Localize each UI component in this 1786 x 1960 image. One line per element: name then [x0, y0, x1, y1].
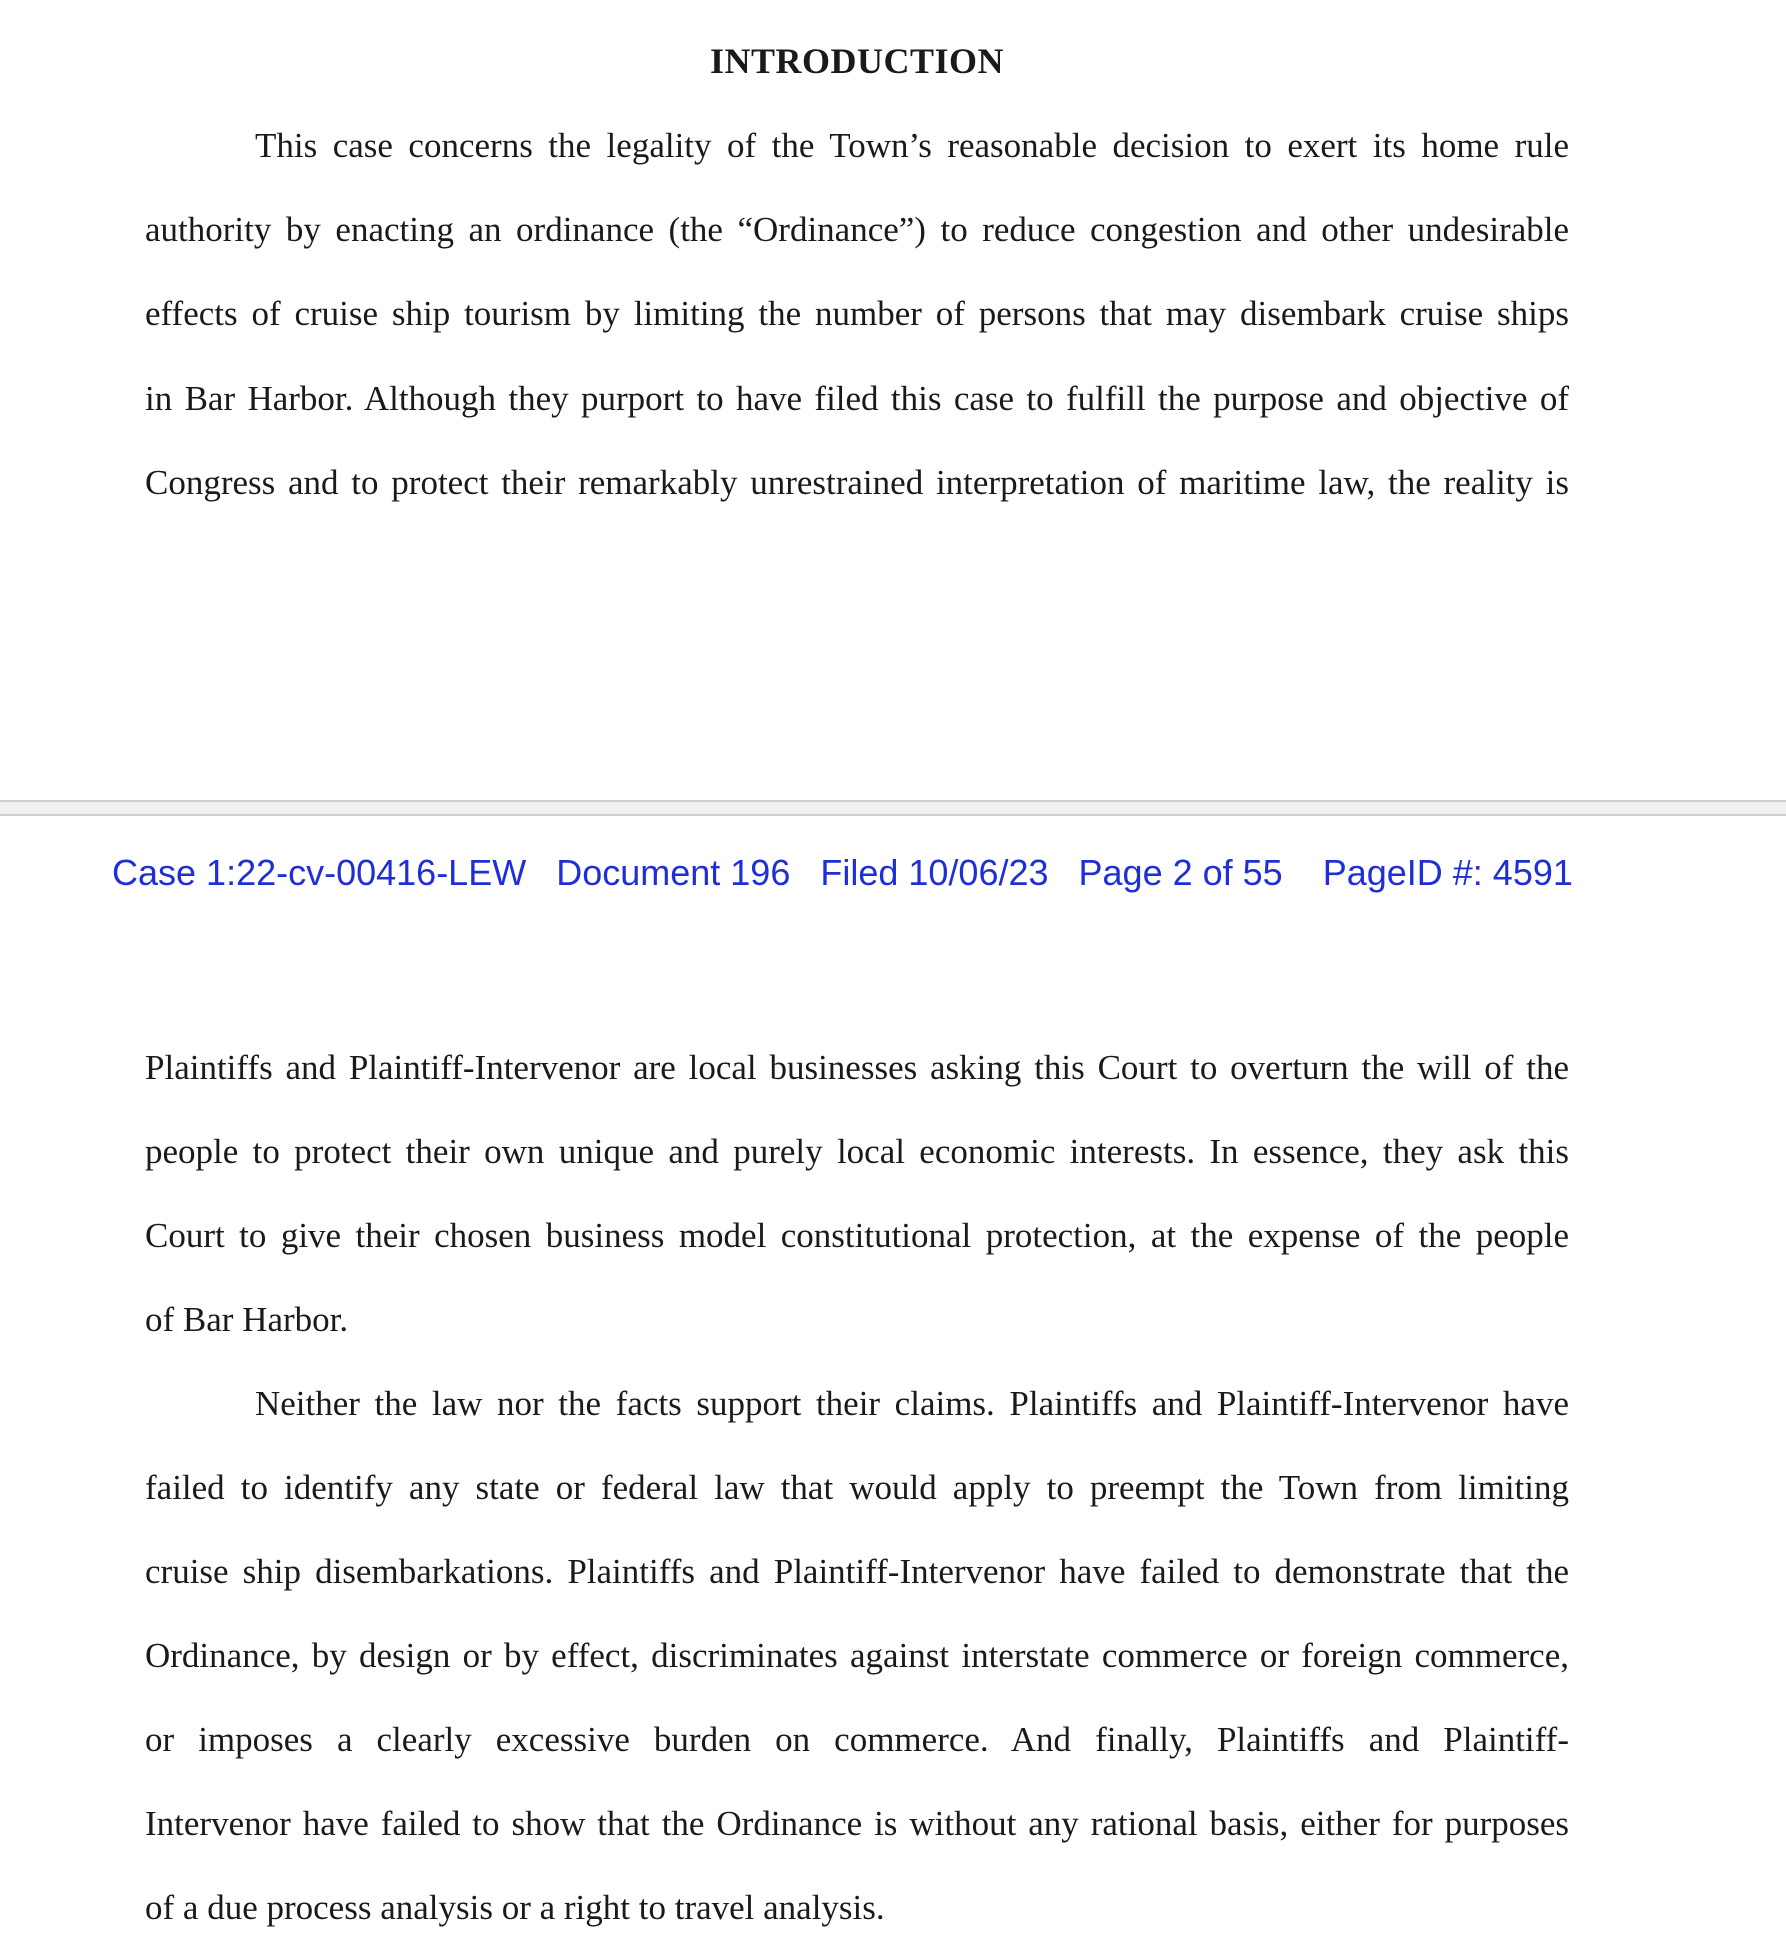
paragraph-line: Ordinance, by design or by effect, discriminates against interstate commerce or foreign commerce,: [145, 1636, 1569, 1675]
paragraph-line: people to protect their own unique and purely local economic interests. In essence, they ask this: [145, 1132, 1569, 1171]
paragraph-line: of a due process analysis or a right to travel analysis.: [145, 1888, 885, 1927]
paragraph-line: Intervenor have failed to show that the Ordinance is without any rational basis, either for purposes: [145, 1804, 1569, 1843]
paragraph-line: Neither the law nor the facts support their claims. Plaintiffs and Plaintiff-Intervenor have: [255, 1384, 1569, 1423]
paragraph-line: Court to give their chosen business model constitutional protection, at the expense of the people: [145, 1216, 1569, 1255]
paragraph-line: in Bar Harbor. Although they purport to have filed this case to fulfill the purpose and objective of: [145, 379, 1569, 418]
paragraph-line: Plaintiffs and Plaintiff-Intervenor are local businesses asking this Court to overturn the will of the: [145, 1048, 1569, 1087]
paragraph-line: or imposes a clearly excessive burden on commerce. And finally, Plaintiffs and Plaintiff-: [145, 1720, 1569, 1759]
section-heading: INTRODUCTION: [709, 41, 1005, 81]
document-page-upper: [0, 0, 1786, 800]
paragraph-line: authority by enacting an ordinance (the “Ordinance”) to reduce congestion and other undesirable: [145, 210, 1569, 249]
page-indicator: Page 2 of 55: [1078, 852, 1283, 893]
paragraph-line: This case concerns the legality of the Town’s reasonable decision to exert its home rule: [255, 126, 1569, 165]
ecf-filing-header: [112, 852, 1573, 894]
paragraph-line: failed to identify any state or federal law that would apply to preempt the Town from limiting: [145, 1468, 1569, 1507]
page-id: PageID #: 4591: [1322, 852, 1573, 893]
document-number: Document 196: [556, 852, 791, 893]
case-number: Case 1:22-cv-00416-LEW: [112, 852, 527, 893]
page-divider: [0, 800, 1786, 816]
filed-date: Filed 10/06/23: [820, 852, 1049, 893]
paragraph-line: effects of cruise ship tourism by limiting the number of persons that may disembark cruise ships: [145, 294, 1569, 333]
paragraph-line: cruise ship disembarkations. Plaintiffs and Plaintiff-Intervenor have failed to demonstrate that the: [145, 1552, 1569, 1591]
paragraph-line: of Bar Harbor.: [145, 1300, 349, 1339]
paragraph-line: Congress and to protect their remarkably unrestrained interpretation of maritime law, the reality is: [145, 463, 1569, 502]
